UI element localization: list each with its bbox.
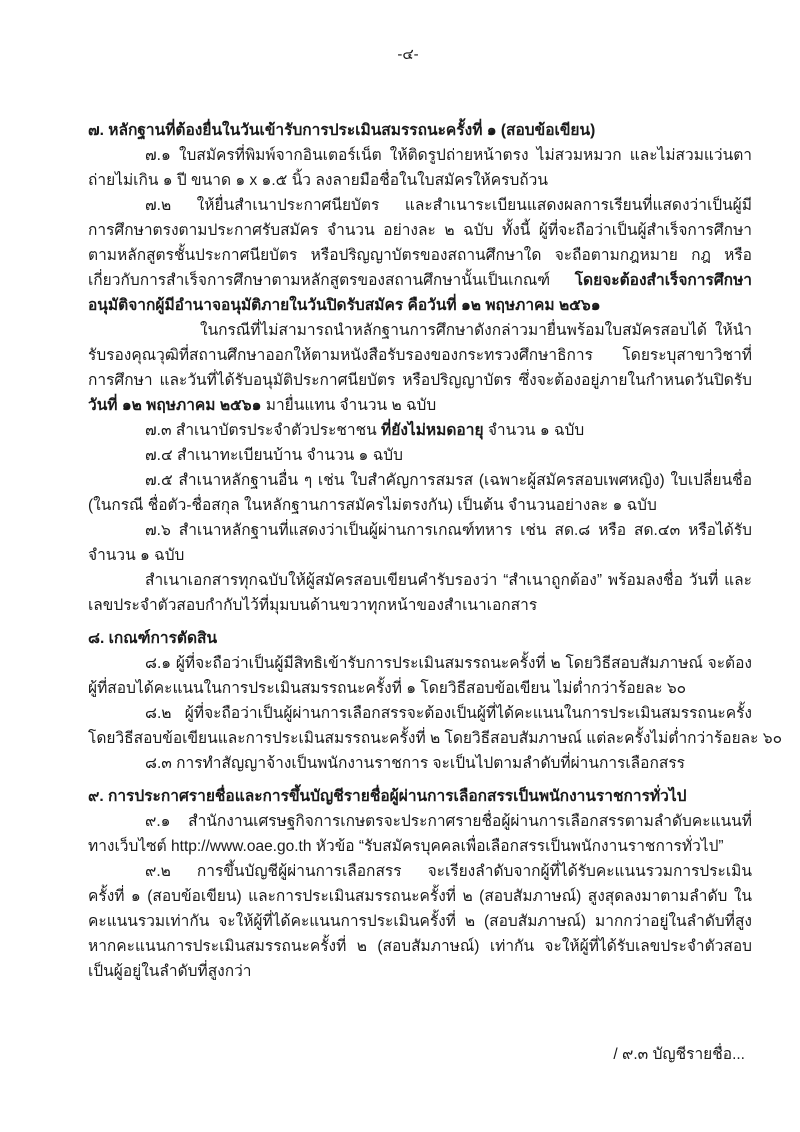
- section: [88, 626, 783, 776]
- paragraph: [88, 701, 783, 751]
- bold-text: อนุมัติจากผู้มีอำนาจอนุมัติภายในวันปิดรับสมัคร คือวันที่ ๑๒ พฤษภาคม ๒๕๖๑: [88, 297, 601, 314]
- text-line: [88, 418, 752, 443]
- text: ๗.๕ สำเนาหลักฐานอื่น ๆ เช่น ใบสำคัญการสมรส (เฉพาะผู้สมัครสอบเพศหญิง) ใบเปลี่ยนชื่อ: [145, 472, 752, 489]
- text: เลขประจำตัวสอบกำกับไว้ที่มุมบนด้านขวาทุกหน้าของสำเนาเอกสาร: [88, 597, 538, 614]
- paragraph: [88, 568, 752, 618]
- section-heading: ๘. เกณฑ์การตัดสิน: [88, 630, 218, 647]
- text: สำเนาเอกสารทุกฉบับให้ผู้สมัครสอบเขียนคำรับรองว่า “สำเนาถูกต้อง” พร้อมลงชื่อ วันที่ และ: [145, 572, 752, 589]
- text: จำนวน ๑ ฉบับ: [483, 422, 585, 439]
- section: [88, 118, 752, 618]
- paragraph: [88, 651, 752, 701]
- text-line: [88, 859, 752, 884]
- text-line: [88, 293, 752, 318]
- text: การศึกษาตรงตามประกาศรับสมัคร จำนวน อย่างละ ๒ ฉบับ ทั้งนี้ ผู้ที่จะถือว่าเป็นผู้สำเร็จการศึกษา: [88, 222, 752, 239]
- paragraph: [88, 468, 752, 518]
- text: เป็นผู้อยู่ในลำดับที่สูงกว่า: [88, 963, 252, 980]
- text-line: [88, 593, 752, 618]
- text-line: [88, 701, 752, 726]
- text-line: [88, 168, 752, 193]
- text: คะแนนรวมเท่ากัน จะให้ผู้ที่ได้คะแนนการประเมินครั้งที่ ๒ (สอบสัมภาษณ์) มากกว่าอยู่ในลำดับที่สูง: [88, 913, 752, 930]
- paragraph: [88, 518, 752, 568]
- text-line: [88, 393, 752, 418]
- text-line: [88, 518, 752, 543]
- text: ๘.๑ ผู้ที่จะถือว่าเป็นผู้มีสิทธิเข้ารับการประเมินสมรรถนะครั้งที่ ๒ โดยวิธีสอบสัมภาษณ์ จะต้อง: [145, 655, 752, 672]
- document-body: [88, 118, 783, 984]
- text-line: [88, 884, 752, 909]
- text: ในกรณีที่ไม่สามารถนำหลักฐานการศึกษาดังกล่าวมายื่นพร้อมใบสมัครสอบได้ ให้นำ: [200, 322, 752, 339]
- text: ๙.๑ สำนักงานเศรษฐกิจการเกษตรจะประกาศรายชื่อผู้ผ่านการเลือกสรรตามลำดับคะแนนที่: [145, 813, 752, 830]
- text: ๗.๔ สำเนาทะเบียนบ้าน จำนวน ๑ ฉบับ: [145, 447, 403, 464]
- text: เกี่ยวกับการสำเร็จการศึกษาตามหลักสูตรของสถานศึกษานั้นเป็นเกณฑ์: [88, 272, 575, 289]
- text-line: [88, 318, 752, 343]
- text: ทางเว็บไซต์ http://www.oae.go.th หัวข้อ “รับสมัครบุคคลเพื่อเลือกสรรเป็นพนักงานราชการทั่วไป”: [88, 838, 724, 855]
- text: หากคะแนนการประเมินสมรรถนะครั้งที่ ๒ (สอบสัมภาษณ์) เท่ากัน จะให้ผู้ที่ได้รับเลขประจำตัวสอบ: [88, 938, 752, 955]
- text-line: [88, 193, 752, 218]
- text-line: [88, 726, 783, 751]
- text: จำนวน ๑ ฉบับ: [88, 547, 185, 564]
- text: ๘.๓ การทำสัญญาจ้างเป็นพนักงานราชการ จะเป็นไปตามลำดับที่ผ่านการเลือกสรร: [145, 755, 685, 772]
- bold-text: ที่ยังไม่หมดอายุ: [381, 422, 484, 439]
- text-line: [88, 143, 752, 168]
- text: ถ่ายไม่เกิน ๑ ปี ขนาด ๑ x ๑.๕ นิ้ว ลงลายมือชื่อในใบสมัครให้ครบถ้วน: [88, 172, 548, 189]
- text-line: [88, 934, 752, 959]
- paragraph: [88, 193, 752, 318]
- text-line: [88, 543, 752, 568]
- text-line: [88, 651, 752, 676]
- text: ๗.๓ สำเนาบัตรประจำตัวประชาชน: [145, 422, 382, 439]
- text: ๙.๒ การขึ้นบัญชีผู้ผ่านการเลือกสรร จะเรียงลำดับจากผู้ที่ได้รับคะแนนรวมการประเมิน: [145, 863, 752, 880]
- text-line: [88, 343, 752, 368]
- text-line: [88, 568, 752, 593]
- text-line: [88, 443, 752, 468]
- page-number: -๔-: [397, 46, 419, 63]
- text: การศึกษา และวันที่ได้รับอนุมัติประกาศนียบัตร หรือปริญญาบัตร ซึ่งจะต้องอยู่ภายในกำหนดวันปิดรับ: [88, 372, 752, 389]
- paragraph: [88, 418, 752, 443]
- text-line: [88, 468, 752, 493]
- text-line: [88, 243, 752, 268]
- text: ตามหลักสูตรชั้นประกาศนียบัตร หรือปริญญาบัตรของสถานศึกษาใด จะถือตามกฎหมาย กฎ หรือ: [88, 247, 752, 264]
- text-line: [88, 676, 752, 701]
- bold-text: โดยจะต้องสำเร็จการศึกษา: [574, 272, 752, 289]
- text: ๘.๒ ผู้ที่จะถือว่าเป็นผู้ผ่านการเลือกสรรจะต้องเป็นผู้ที่ได้คะแนนในการประเมินสมรรถนะครั้ง: [145, 705, 752, 722]
- text-line: [88, 809, 752, 834]
- text-line: [88, 834, 752, 859]
- text: ๗.๑ ใบสมัครที่พิมพ์จากอินเตอร์เน็ต ให้ติดรูปถ่ายหน้าตรง ไม่สวมหมวก และไม่สวมแว่นตา: [145, 147, 752, 164]
- paragraph: [88, 859, 752, 984]
- text-line: [88, 218, 752, 243]
- text: ๗.๖ สำเนาหลักฐานที่แสดงว่าเป็นผู้ผ่านการเกณฑ์ทหาร เช่น สด.๘ หรือ สด.๔๓ หรือได้รับ: [145, 522, 752, 539]
- text: รับรองคุณวุฒิที่สถานศึกษาออกให้ตามหนังสือรับรองของกระทรวงศึกษาธิการ โดยระบุสาขาวิชาที่: [88, 347, 752, 364]
- text: ผู้ที่สอบได้คะแนนในการประเมินสมรรถนะครั้งที่ ๑ โดยวิธีสอบข้อเขียน ไม่ต่ำกว่าร้อยละ ๖๐: [88, 680, 687, 697]
- paragraph: [88, 751, 752, 776]
- text: มายื่นแทน จำนวน ๒ ฉบับ: [261, 397, 437, 414]
- text-line: [88, 751, 752, 776]
- continuation-note: / ๙.๓ บัญชีรายชื่อ...: [613, 1046, 745, 1063]
- text: ครั้งที่ ๑ (สอบข้อเขียน) และการประเมินสมรรถนะครั้งที่ ๒ (สอบสัมภาษณ์) สูงสุดลงมาตามลำดับ ใน: [88, 888, 752, 905]
- bold-text: วันที่ ๑๒ พฤษภาคม ๒๕๖๑: [88, 397, 262, 414]
- section: [88, 784, 752, 984]
- text: ๗.๒ ให้ยื่นสำเนาประกาศนียบัตร และสำเนาระเบียนแสดงผลการเรียนที่แสดงว่าเป็นผู้มี: [145, 197, 752, 214]
- text: โดยวิธีสอบข้อเขียนและการประเมินสมรรถนะครั้งที่ ๒ โดยวิธีสอบสัมภาษณ์ แต่ละครั้งไม่ต่ำกว่าร้อยละ ๖๐: [88, 730, 783, 747]
- section-heading: ๙. การประกาศรายชื่อและการขึ้นบัญชีรายชื่อผู้ผ่านการเลือกสรรเป็นพนักงานราชการทั่วไป: [88, 788, 687, 805]
- text-line: [88, 959, 752, 984]
- text: (ในกรณี ชื่อตัว-ชื่อสกุล ในหลักฐานการสมัครไม่ตรงกัน) เป็นต้น จำนวนอย่างละ ๑ ฉบับ: [88, 497, 657, 514]
- paragraph: [88, 143, 752, 193]
- paragraph: [88, 318, 752, 418]
- text-line: [88, 268, 752, 293]
- section-heading: ๗. หลักฐานที่ต้องยื่นในวันเข้ารับการประเมินสมรรถนะครั้งที่ ๑ (สอบข้อเขียน): [88, 122, 596, 139]
- paragraph: [88, 809, 752, 859]
- text-line: [88, 368, 752, 393]
- text-line: [88, 909, 752, 934]
- paragraph: [88, 443, 752, 468]
- text-line: [88, 493, 752, 518]
